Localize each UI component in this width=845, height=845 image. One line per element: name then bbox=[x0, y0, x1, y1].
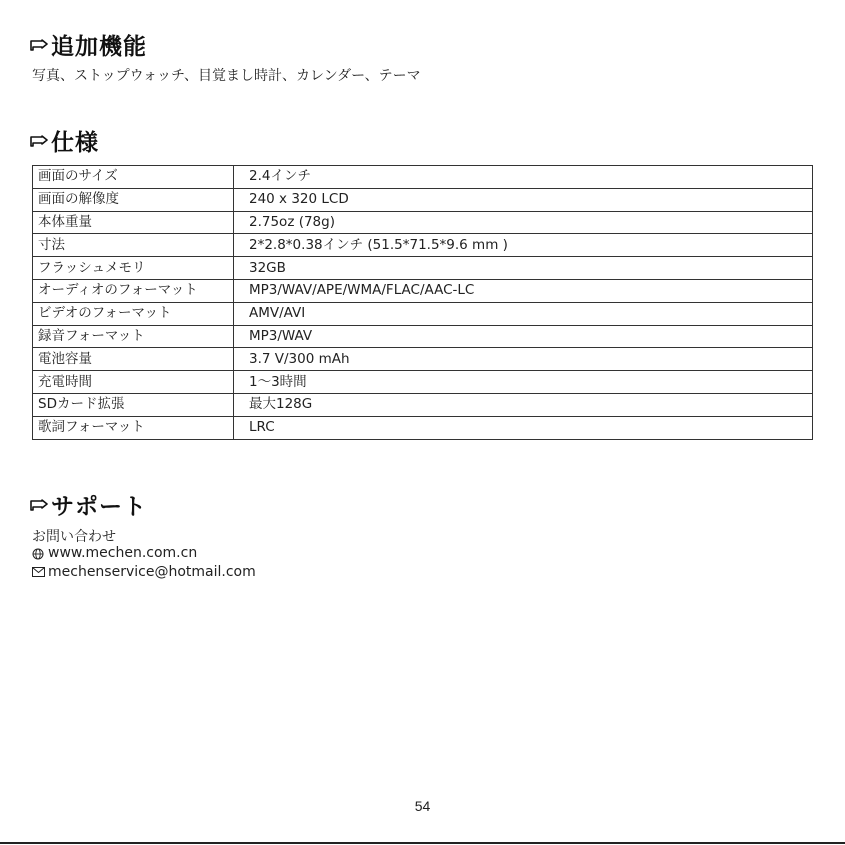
spec-label: 画面のサイズ bbox=[33, 166, 234, 189]
support-heading-text: サポート bbox=[51, 494, 147, 520]
spec-label: フラッシュメモリ bbox=[33, 257, 234, 280]
pointing-hand-icon bbox=[30, 498, 48, 512]
pointing-hand-icon bbox=[30, 134, 48, 148]
features-heading bbox=[30, 28, 147, 61]
spec-value: 2*2.8*0.38インチ (51.5*71.5*9.6 mm ) bbox=[234, 234, 813, 257]
spec-label: 電池容量 bbox=[33, 348, 234, 371]
email-line bbox=[32, 564, 256, 580]
spec-label: 録音フォーマット bbox=[33, 325, 234, 348]
spec-value: 最大128G bbox=[234, 393, 813, 416]
table-row bbox=[33, 211, 813, 234]
website-link[interactable]: www.mechen.com.cn bbox=[48, 545, 198, 561]
spec-value: LRC bbox=[234, 416, 813, 439]
table-row bbox=[33, 166, 813, 189]
envelope-icon bbox=[32, 567, 45, 578]
spec-value: MP3/WAV bbox=[234, 325, 813, 348]
table-row bbox=[33, 234, 813, 257]
specs-heading-text: 仕様 bbox=[51, 130, 99, 156]
spec-value: 2.75oz (78g) bbox=[234, 211, 813, 234]
spec-value: AMV/AVI bbox=[234, 302, 813, 325]
table-row bbox=[33, 279, 813, 302]
table-row bbox=[33, 325, 813, 348]
spec-label: SDカード拡張 bbox=[33, 393, 234, 416]
spec-table bbox=[32, 165, 813, 440]
globe-icon bbox=[32, 548, 45, 559]
email-link[interactable]: mechenservice@hotmail.com bbox=[48, 564, 256, 580]
contact-label: お問い合わせ bbox=[32, 529, 116, 545]
support-heading bbox=[30, 488, 147, 521]
table-row bbox=[33, 416, 813, 439]
spec-label: 画面の解像度 bbox=[33, 188, 234, 211]
spec-label: 寸法 bbox=[33, 234, 234, 257]
spec-value: 240 x 320 LCD bbox=[234, 188, 813, 211]
spec-value: 2.4インチ bbox=[234, 166, 813, 189]
spec-label: オーディオのフォーマット bbox=[33, 279, 234, 302]
spec-value: 1〜3時間 bbox=[234, 371, 813, 394]
spec-label: 充電時間 bbox=[33, 371, 234, 394]
features-description: 写真、ストップウォッチ、目覚まし時計、カレンダー、テーマ bbox=[32, 68, 421, 84]
spec-label: ビデオのフォーマット bbox=[33, 302, 234, 325]
website-line bbox=[32, 545, 197, 561]
spec-label: 歌詞フォーマット bbox=[33, 416, 234, 439]
table-row bbox=[33, 371, 813, 394]
table-row bbox=[33, 188, 813, 211]
features-heading-text: 追加機能 bbox=[51, 34, 147, 60]
table-row bbox=[33, 348, 813, 371]
specs-heading bbox=[30, 124, 99, 157]
table-row bbox=[33, 302, 813, 325]
spec-value: 3.7 V/300 mAh bbox=[234, 348, 813, 371]
spec-label: 本体重量 bbox=[33, 211, 234, 234]
page-number: 54 bbox=[414, 798, 431, 814]
table-row bbox=[33, 257, 813, 280]
pointing-hand-icon bbox=[30, 38, 48, 52]
bottom-rule bbox=[0, 842, 845, 844]
spec-value: MP3/WAV/APE/WMA/FLAC/AAC-LC bbox=[234, 279, 813, 302]
table-row bbox=[33, 393, 813, 416]
spec-value: 32GB bbox=[234, 257, 813, 280]
